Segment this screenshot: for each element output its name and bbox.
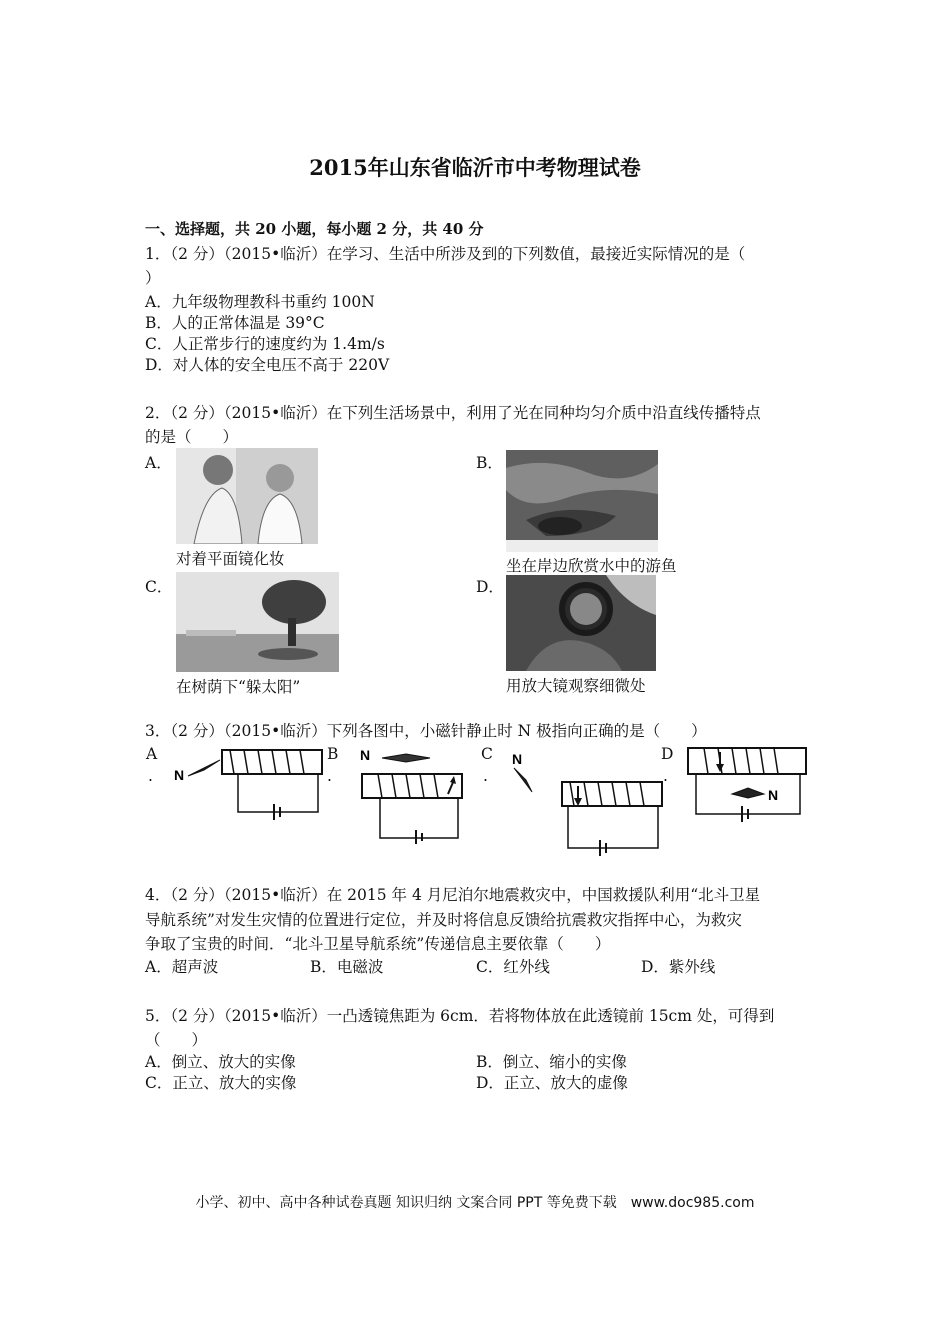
page-title: 2015年山东省临沂市中考物理试卷 xyxy=(309,155,641,180)
q3-option-c-dot: . xyxy=(483,767,488,785)
q3-stem: 3．（2 分）（2015•临沂）下列各图中，小磁针静止时 N 极指向正确的是（ ） xyxy=(145,722,707,740)
q2-option-d-caption: 用放大镜观察细微处 xyxy=(506,677,646,695)
q2-option-d-letter: D． xyxy=(476,578,504,596)
q2-option-a-letter: A． xyxy=(145,454,172,472)
q4-option-d: D．紫外线 xyxy=(641,958,716,976)
mirror-makeup-photo xyxy=(176,448,318,544)
q3-diagram-b xyxy=(356,744,468,844)
q3-option-b-letter: B xyxy=(327,745,339,763)
q1-option-b: B．人的正常体温是 39°C xyxy=(145,314,325,332)
section-heading: 一、选择题，共 20 小题，每小题 2 分，共 40 分 xyxy=(145,220,484,238)
fish-shore-photo xyxy=(506,450,658,552)
q5-stem-line1: 5．（2 分）（2015•临沂）一凸透镜焦距为 6cm．若将物体放在此透镜前 15cm 处，可得到 xyxy=(145,1007,775,1025)
q2-option-c-caption: 在树荫下“躲太阳” xyxy=(176,678,301,696)
q3-option-a-dot: . xyxy=(148,767,153,785)
q1-option-a: A．九年级物理教科书重约 100N xyxy=(145,293,375,311)
q3-option-c-letter: C xyxy=(481,745,493,763)
q1-stem-line2: ） xyxy=(145,269,161,287)
q2-option-a-caption: 对着平面镜化妆 xyxy=(176,550,285,568)
q3-option-b-dot: . xyxy=(327,767,332,785)
q4-option-c: C．红外线 xyxy=(476,958,550,976)
q1-stem-line1: 1．（2 分）（2015•临沂）在学习、生活中所涉及到的下列数值，最接近实际情况的是（ xyxy=(145,245,746,263)
q1-option-c: C．人正常步行的速度约为 1.4m/s xyxy=(145,335,385,353)
q2-stem-line2: 的是（ ） xyxy=(145,428,239,446)
q3-diagram-a xyxy=(168,746,328,826)
q3-option-d-dot: . xyxy=(663,767,668,785)
q3-diagram-c xyxy=(506,750,666,860)
q4-stem-line3: 争取了宝贵的时间．“北斗卫星导航系统”传递信息主要依靠（ ） xyxy=(145,935,611,953)
q3-b-n-label: N xyxy=(360,747,371,763)
q2-option-b-letter: B． xyxy=(476,454,503,472)
q5-option-b: B．倒立、缩小的实像 xyxy=(476,1053,627,1071)
page-footer: 小学、初中、高中各种试卷真题 知识归纳 文案合同 PPT 等免费下载 www.doc985.com xyxy=(195,1195,755,1211)
q3-option-a-letter: A xyxy=(146,745,158,763)
q2-option-b-caption: 坐在岸边欣赏水中的游鱼 xyxy=(506,557,677,575)
q3-option-d-letter: D xyxy=(661,745,674,763)
q3-a-n-label: N xyxy=(174,767,185,783)
q4-option-a: A．超声波 xyxy=(145,958,219,976)
q5-option-c: C．正立、放大的实像 xyxy=(145,1074,297,1092)
magnifier-photo xyxy=(506,575,656,671)
q1-option-d: D．对人体的安全电压不高于 220V xyxy=(145,356,390,374)
q2-stem-line1: 2．（2 分）（2015•临沂）在下列生活场景中，利用了光在同种均匀介质中沿直线传播特点 xyxy=(145,404,761,422)
q4-stem-line2: 导航系统”对发生灾情的位置进行定位，并及时将信息反馈给抗震救灾指挥中心，为救灾 xyxy=(145,911,742,929)
q3-c-n-label: N xyxy=(512,751,523,767)
q3-d-n-label: N xyxy=(768,787,779,803)
q4-stem-line1: 4．（2 分）（2015•临沂）在 2015 年 4 月尼泊尔地震救灾中，中国救援队利用“北斗卫星 xyxy=(145,886,761,904)
q5-option-d: D．正立、放大的虚像 xyxy=(476,1074,628,1092)
q4-option-b: B．电磁波 xyxy=(310,958,384,976)
q5-option-a: A．倒立、放大的实像 xyxy=(145,1053,296,1071)
q3-diagram-d xyxy=(682,744,812,824)
q2-option-c-letter: C． xyxy=(145,578,173,596)
q5-stem-line2: （ ） xyxy=(145,1031,208,1049)
tree-shade-photo xyxy=(176,572,339,672)
